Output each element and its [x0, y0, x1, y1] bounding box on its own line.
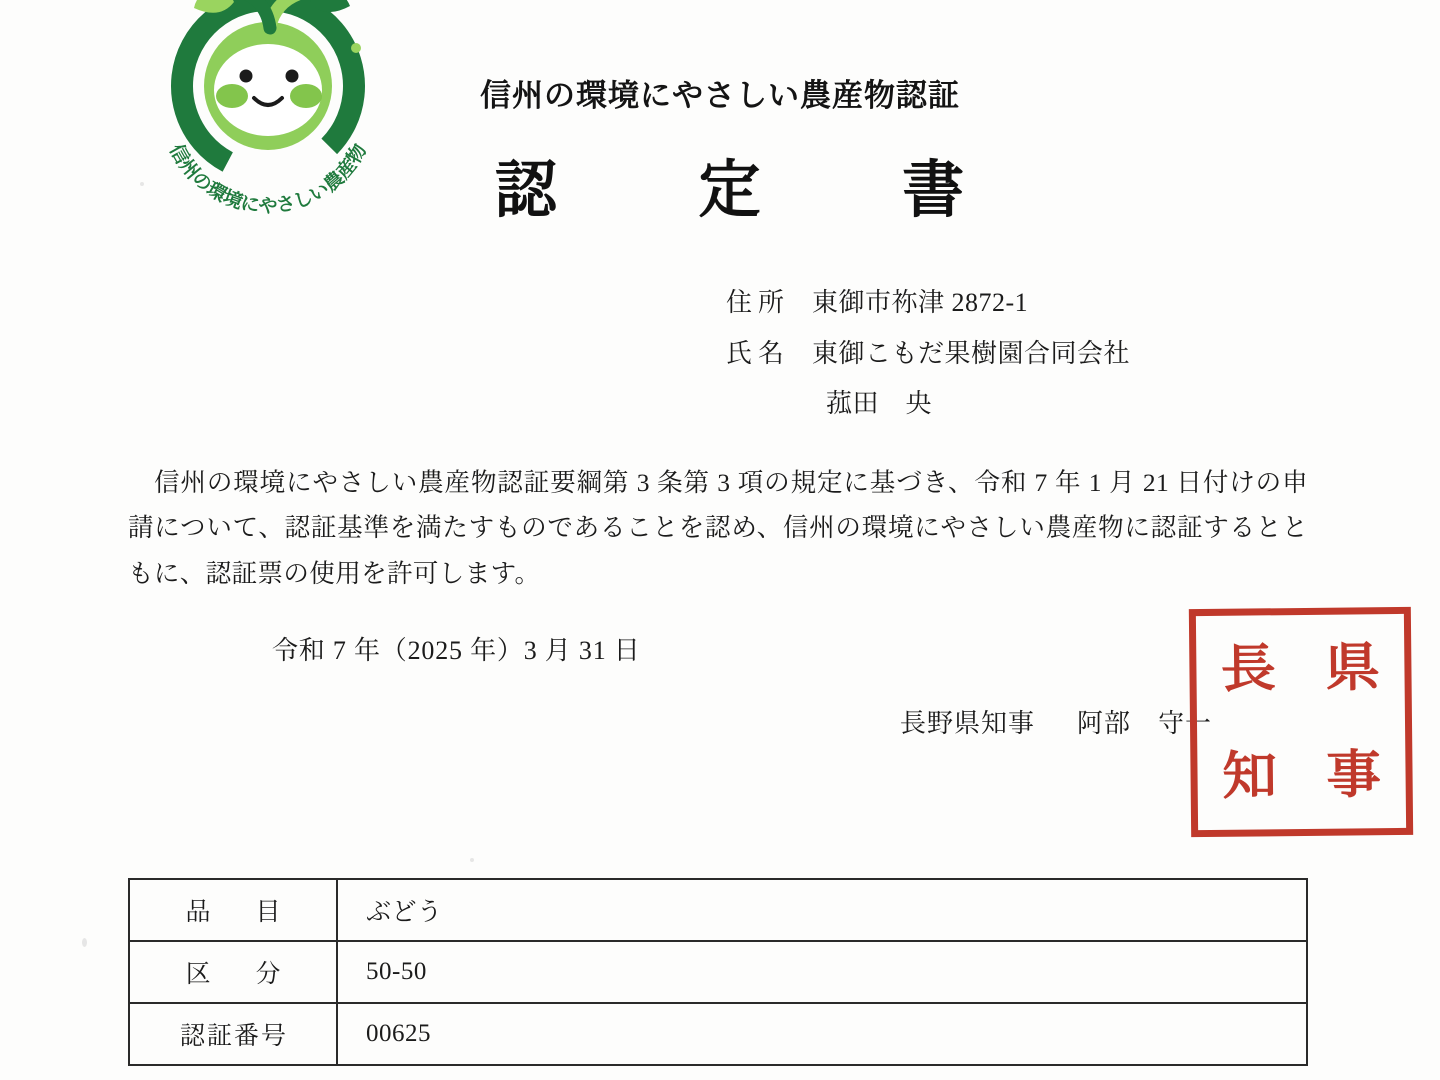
row-value-category: 50-50: [337, 941, 1307, 1003]
issue-date: 令和 7 年（2025 年）3 月 31 日: [272, 636, 641, 665]
name-value: 東御こもだ果樹園合同会社: [812, 338, 1131, 368]
address-label: 住所: [726, 288, 791, 317]
scan-speck: [470, 858, 474, 862]
scan-speck: [82, 938, 87, 947]
row-key-cert-number: 認証番号: [129, 1003, 337, 1065]
row-key-category: 区 分: [129, 941, 337, 1003]
recipient-block: [726, 278, 1130, 430]
document-title: 認 定 書: [495, 153, 1025, 226]
seal-char-3: 事: [1325, 743, 1382, 806]
table-row: [129, 1003, 1307, 1065]
certification-kind-heading: 信州の環境にやさしい農産物認証: [480, 78, 960, 114]
seal-char-1: 県: [1324, 636, 1381, 699]
signer-name: 阿部 守一: [1077, 709, 1213, 738]
row-key-item: 品 目: [129, 879, 337, 941]
certification-details-table: [128, 878, 1308, 1066]
signer-title: 長野県知事: [900, 709, 1036, 738]
recipient-address-row: [726, 278, 1130, 329]
row-value-item: ぶどう: [337, 879, 1307, 941]
body-paragraph: 信州の環境にやさしい農産物認証要綱第 3 条第 3 項の規定に基づき、令和 7 年 1 月 21 日付けの申請について、認証基準を満たすものであることを認め、信州の環境にやさしい農産物に認証するとともに、認証票の使用を許可します。: [128, 468, 1308, 588]
row-value-cert-number: 00625: [337, 1003, 1307, 1065]
certification-logo: [120, 0, 420, 221]
scan-speck: [140, 182, 144, 186]
table-row: [129, 941, 1307, 1003]
seal-char-2: 長: [1220, 637, 1277, 700]
name-label: 氏名: [726, 338, 791, 368]
nagano-governor-seal-icon: [1189, 607, 1413, 837]
signer-line: [900, 703, 1212, 740]
seal-char-4: 知: [1221, 744, 1278, 807]
svg-text:信州の環境にやさしい農産物: 信州の環境にやさしい農産物: [164, 140, 372, 217]
address-value: 東御市祢津 2872-1: [812, 288, 1029, 317]
recipient-name-second-line: 菰田 央: [826, 389, 933, 419]
recipient-name-row: [726, 329, 1130, 380]
table-row: [129, 879, 1307, 941]
